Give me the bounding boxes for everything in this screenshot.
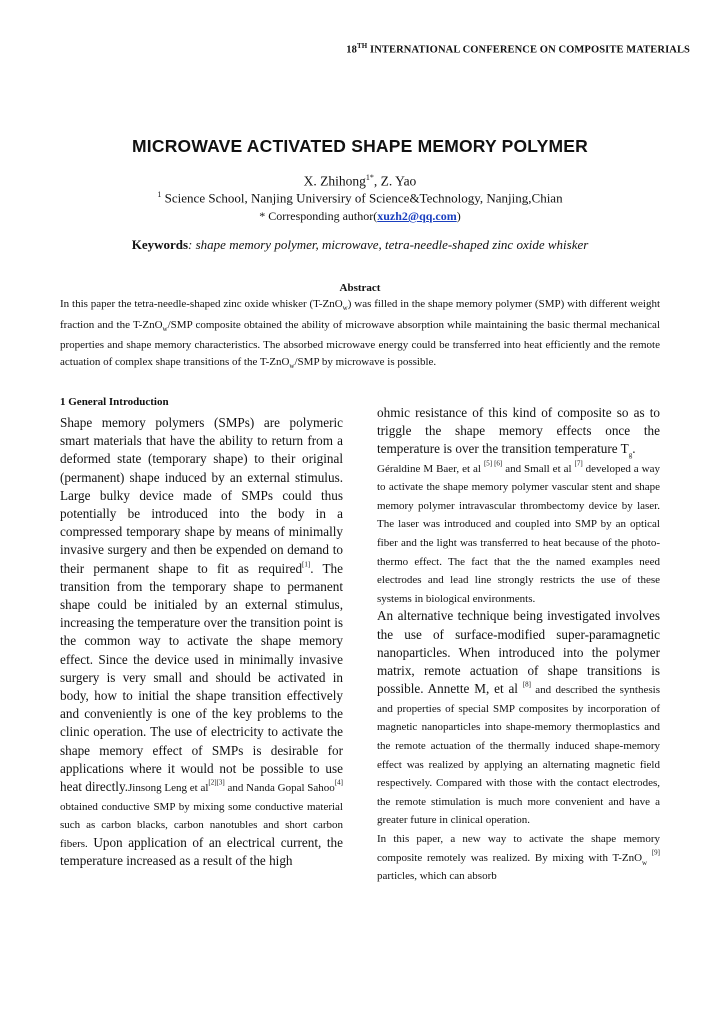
running-header [220,42,690,56]
author-first: X. Zhihong [303,173,366,189]
abstract-text: ) was filled in the shape memory polymer (SMP) with different weight fraction and the T-ZnO [60,298,660,331]
section-heading: 1 General Introduction [60,396,169,408]
corresponding-prefix: * Corresponding author( [259,209,378,223]
body-text: . [632,441,636,457]
citation: [9] [651,848,661,857]
body-text: In this paper, a new way to activate the shape memory composite remotely was realized. By mixing with T-ZnO [377,832,660,864]
header-number: 18 [346,44,357,56]
paragraph-magnetic [377,607,660,829]
abstract-subscript: w [162,324,168,333]
affiliation [0,190,720,206]
body-text: and described the synthesis and properties of special SMP composites by incorporation of magnetic nanoparticles into shape-memory thermoplastics and the remote actuation of the thermally induced shape-memory effect was realized by applying an alternating magnetic field respectively. Compared with those with the contact electrodes, the remote stimulation is much more convenient and have a greater future in clinical operation. [377,684,660,827]
body-text: ohmic resistance of this kind of composite so as to triggle the shape memory effects once the temperature is over the transition temperature T [377,405,660,457]
author-affil-mark: 1* [365,173,374,182]
citation: [5] [6] [483,459,503,468]
body-text: and Nanda Gopal Sahoo [224,782,335,795]
body-text: particles, which can absorb [377,870,497,883]
citation: [2][3] [208,778,225,787]
body-text: An alternative technique being investigated involves the use of surface-modified super-paramagnetic nanoparticles. When introduced into the polymer matrix, remote actuation of shape transitions is possible. Annette M, et al [377,608,660,697]
citation: [4] [334,778,343,787]
intro-paragraph [60,414,343,871]
body-text: and Small et al [502,462,575,475]
right-column [377,404,660,885]
citation: [7] [574,459,583,468]
abstract-text: /SMP composite obtained the ability of microwave absorption while maintaining the basic thermal mechanical properties and shape memory characteristics. The absorbed microwave energy could be transferred into heat efficiently and the remote actuation of complex shape transitions of the T-ZnO [60,318,660,368]
body-text: Upon application of an electrical current, the temperature increased as a result of the high [60,834,343,869]
citation: [1] [302,560,311,569]
subscript: w [642,858,648,867]
subscript: g [628,451,633,460]
paragraph-this-paper [377,829,660,885]
body-text: . The transition from the temporary shape to permanent shape could be initialed by an external stimulus, increasing the temperature over the transition point is the common way to activate the shape memory effect. Since the device used in minimally invasive surgery is very small and should be activated in body, how to initial the shape transition effectively and conveniently is one of the key problems to the clinic operation. The use of electricity to activate the shape memory effect of SMPs is desirable for applications where it would not be possible to use heat directly. [60,560,343,795]
paper-title: MICROWAVE ACTIVATED SHAPE MEMORY POLYMER [132,136,588,156]
abstract-text: /SMP by microwave is possible. [294,355,437,368]
body-text: obtained conductive SMP by mixing some conductive material such as carbon blacks, carbon nanotubles and short carbon fibers. [60,800,343,850]
corresponding-suffix: ) [456,209,461,223]
keywords-label: Keywords [131,237,189,252]
affiliation-text: Science School, Nanjing Universiry of Science&Technology, Nanjing,Chian [161,190,563,206]
paragraph-electric [377,404,660,459]
citation: [8] [522,680,531,689]
keywords [0,237,720,253]
abstract-subscript: w [342,304,348,313]
body-text: Shape memory polymers (SMPs) are polymeric smart materials that have the ability to return from a deformed state (temporary shape) to their original (permanent) shape induced by an external stimulus. Large bulky device made of SMPs could thus potentially be introduced into the body in a compressed temporary shape by means of minimally invasive surgery and then be expended on demand to their permanent shape to fit as required [60,415,343,576]
abstract-heading: Abstract [339,282,381,294]
body-text: Jinsong Leng et al [128,782,209,795]
affiliation-mark: 1 [157,190,162,199]
body-text: Géraldine M Baer, et al [377,462,484,475]
corresponding-author [0,209,720,224]
keywords-text: : shape memory polymer, microwave, tetra-needle-shaped zinc oxide whisker [188,237,589,252]
abstract-text: In this paper the tetra-needle-shaped zinc oxide whisker (T-ZnO [60,298,343,310]
paragraph-laser [377,459,660,608]
abstract-body [60,296,660,375]
email-link[interactable]: xuzh2@qq.com [377,209,457,223]
authors [0,173,720,190]
header-text: INTERNATIONAL CONFERENCE ON COMPOSITE MATERIALS [367,44,690,56]
author-rest: , Z. Yao [373,173,417,189]
abstract-subscript: w [289,362,295,371]
header-superscript: TH [357,42,368,50]
left-column [60,414,343,871]
body-text: developed a way to activate the shape memory polymer vascular stent and shape memory polymer intravascular thrombectomy device by laser. The laser was introduced and coupled into SMP by an optical fiber and the light was transferred to heat because of the photo-thermo effect. The fact that the the named examples need electrodes and lead line strongly restricts the use of these systems in biological environments. [377,462,660,605]
